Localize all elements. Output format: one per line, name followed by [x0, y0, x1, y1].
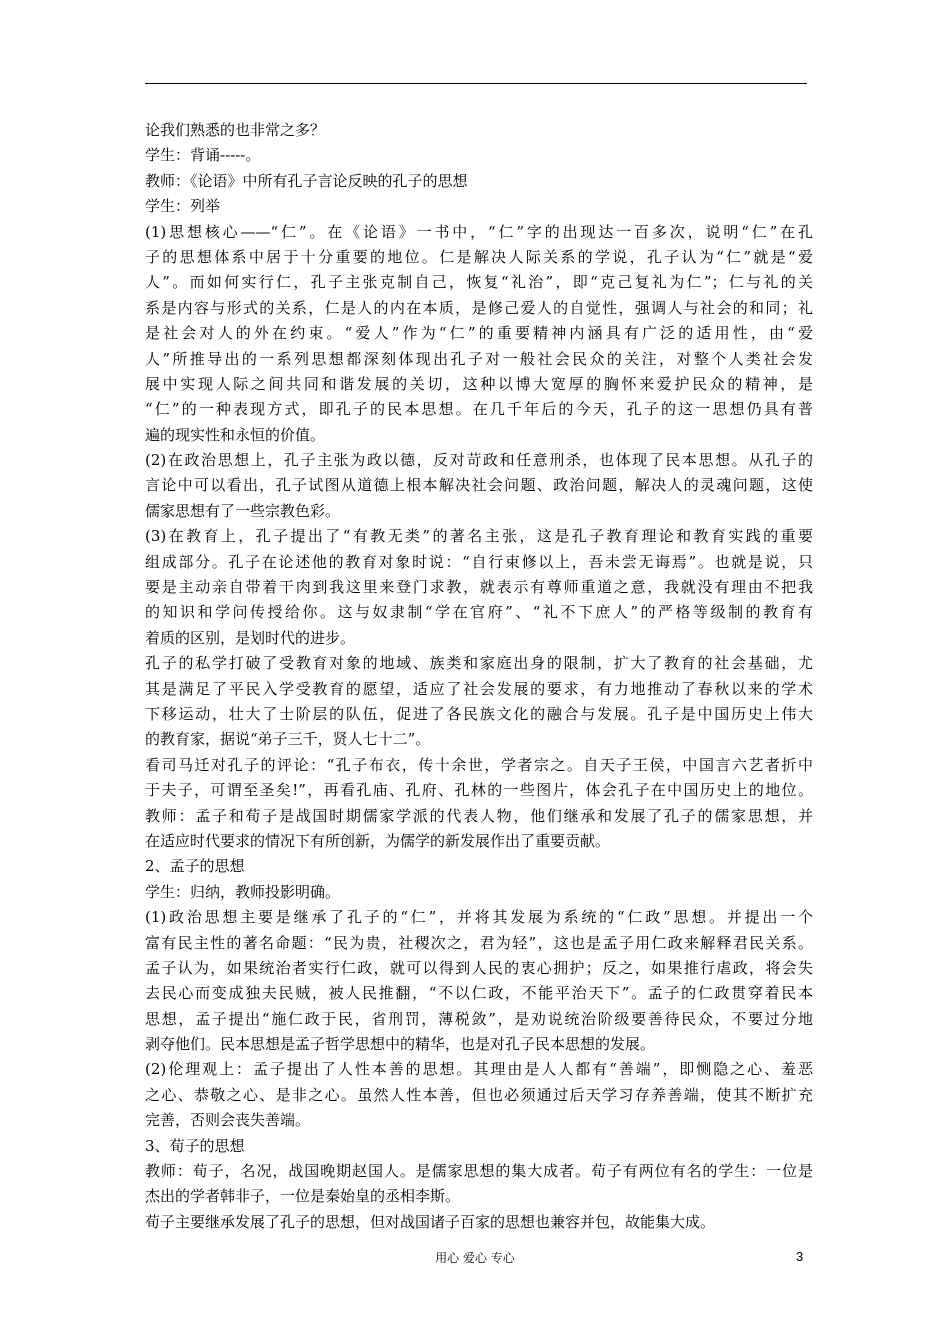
text-line: 的知识和学问传授给你。这与奴隶制“学在官府”、“礼不下庶人”的严格等级制的教育有 [145, 603, 813, 622]
text-line: 之心、恭敬之心、是非之心。虽然人性本善，但也必须通过后天学习存养善端，使其不断扩充 [145, 1085, 813, 1104]
text-line: 的教育家，据说“弟子三千，贤人七十二”。 [145, 730, 431, 749]
text-line: 遍的现实性和永恒的价值。 [145, 425, 326, 444]
text-line: 富有民主性的著名命题：“民为贵，社稷次之，君为轻”，这也是孟子用仁政来解释君民关系。 [145, 933, 813, 952]
text-line: 杰出的学者韩非子，一位是秦始皇的丞相李斯。 [145, 1187, 461, 1206]
text-line: 教师：《论语》中所有孔子言论反映的孔子的思想 [145, 171, 468, 190]
text-line: 要是主动亲自带着干肉到我这里来登门求教，就表示有尊师重道之意，我就没有理由不把我 [145, 578, 813, 597]
body-text [145, 118, 813, 1235]
text-line: 是社会对人的外在约束。“爱人”作为“仁”的重要精神内涵具有广泛的适用性，由“爱 [145, 324, 813, 343]
text-line: 学生：列举 [145, 197, 221, 216]
text-line: 孔子的私学打破了受教育对象的地域、族类和家庭出身的限制，扩大了教育的社会基础，尤 [145, 654, 813, 673]
footer-slogan: 用心 爱心 专心 [435, 1251, 515, 1265]
text-line: “仁”的一种表现方式，即孔子的民本思想。在几千年后的今天，孔子的这一思想仍具有普 [145, 400, 813, 419]
text-line: 人”所推导出的一系列思想都深刻体现出孔子对一般社会民众的关注，对整个人类社会发 [145, 349, 813, 368]
text-line: (1)思想核心——“仁”。在《论语》一书中，“仁”字的出现达一百多次，说明“仁”在孔 [145, 222, 813, 241]
text-line: 展中实现人际之间共同和谐发展的关切，这种以博大宽厚的胸怀来爱护民众的精神，是 [145, 374, 813, 393]
text-line: 2、孟子的思想 [145, 857, 245, 876]
text-line: 其是满足了平民入学受教育的愿望，适应了社会发展的要求，有力地推动了春秋以来的学术 [145, 679, 813, 698]
text-line: 系是内容与形式的关系，仁是人的内在本质，是修己爱人的自觉性，强调人与社会的和同；礼 [145, 298, 813, 317]
text-line: 去民心而变成独夫民贼，被人民推翻，“不以仁政，不能平治天下”。孟子的仁政贯穿着民本 [145, 984, 813, 1003]
text-line: 组成部分。孔子在论述他的教育对象时说：“自行束修以上，吾未尝无诲焉”。也就是说，只 [145, 552, 813, 571]
text-line: (3)在教育上，孔子提出了“有教无类”的著名主张，这是孔子教育理论和教育实践的重要 [145, 527, 813, 546]
text-line: 子的思想体系中居于十分重要的地位。仁是解决人际关系的学说，孔子认为“仁”就是“爱 [145, 247, 813, 266]
text-line: 思想，孟子提出“施仁政于民，省刑罚，薄税敛”，是劝说统治阶级要善待民众，不要过分地 [145, 1009, 813, 1028]
text-line: 言论中可以看出，孔子试图从道德上根本解决社会问题、政治问题，解决人的灵魂问题，这使 [145, 476, 813, 495]
text-line: 学生：背诵-----。 [145, 146, 261, 165]
text-line: (2)伦理观上：孟子提出了人性本善的思想。其理由是人人都有“善端”，即恻隐之心、羞恶 [145, 1060, 813, 1079]
text-line: 剥夺他们。民本思想是孟子哲学思想中的精华，也是对孔子民本思想的发展。 [145, 1035, 656, 1054]
page-number: 3 [796, 1249, 804, 1264]
text-line: 学生：归纳，教师投影明确。 [145, 882, 341, 901]
text-line: (2)在政治思想上，孔子主张为政以德，反对苛政和任意刑杀，也体现了民本思想。从孔子的 [145, 451, 813, 470]
text-line: 论我们熟悉的也非常之多？ [145, 121, 326, 139]
text-line: 着质的区别，是划时代的进步。 [145, 628, 356, 647]
text-line: 3、荀子的思想 [145, 1136, 245, 1155]
text-line: 儒家思想有了一些宗教色彩。 [145, 501, 341, 520]
header-rule [145, 83, 807, 84]
text-line: 于夫子，可谓至圣矣!”，再看孔庙、孔府、孔林的一些图片，体会孔子在中国历史上的地位。 [145, 781, 813, 800]
text-line: 人”。而如何实行仁，孔子主张克制自己，恢复“礼治”，即“克己复礼为仁”；仁与礼的关 [145, 273, 813, 292]
text-line: 在适应时代要求的情况下有所创新，为儒学的新发展作出了重要贡献。 [145, 831, 611, 850]
text-line: 看司马迁对孔子的评论：“孔子布衣，传十余世，学者宗之。自天子王侯，中国言六艺者折中 [145, 755, 813, 774]
text-line: 荀子主要继承发展了孔子的思想，但对战国诸子百家的思想也兼容并包，故能集大成。 [145, 1212, 716, 1231]
text-line: 下移运动，壮大了士阶层的队伍，促进了各民族文化的融合与发展。孔子是中国历史上伟大 [145, 704, 813, 723]
text-line: (1)政治思想主要是继承了孔子的“仁”，并将其发展为系统的“仁政”思想。并提出一个 [145, 908, 813, 927]
text-line: 教师：孟子和荀子是战国时期儒家学派的代表人物，他们继承和发展了孔子的儒家思想，并 [145, 806, 813, 825]
text-line: 孟子认为，如果统治者实行仁政，就可以得到人民的衷心拥护；反之，如果推行虐政，将会失 [145, 958, 813, 977]
text-line: 完善，否则会丧失善端。 [145, 1111, 311, 1130]
text-line: 教师：荀子，名况，战国晚期赵国人。是儒家思想的集大成者。荀子有两位有名的学生：一位是 [145, 1162, 813, 1181]
